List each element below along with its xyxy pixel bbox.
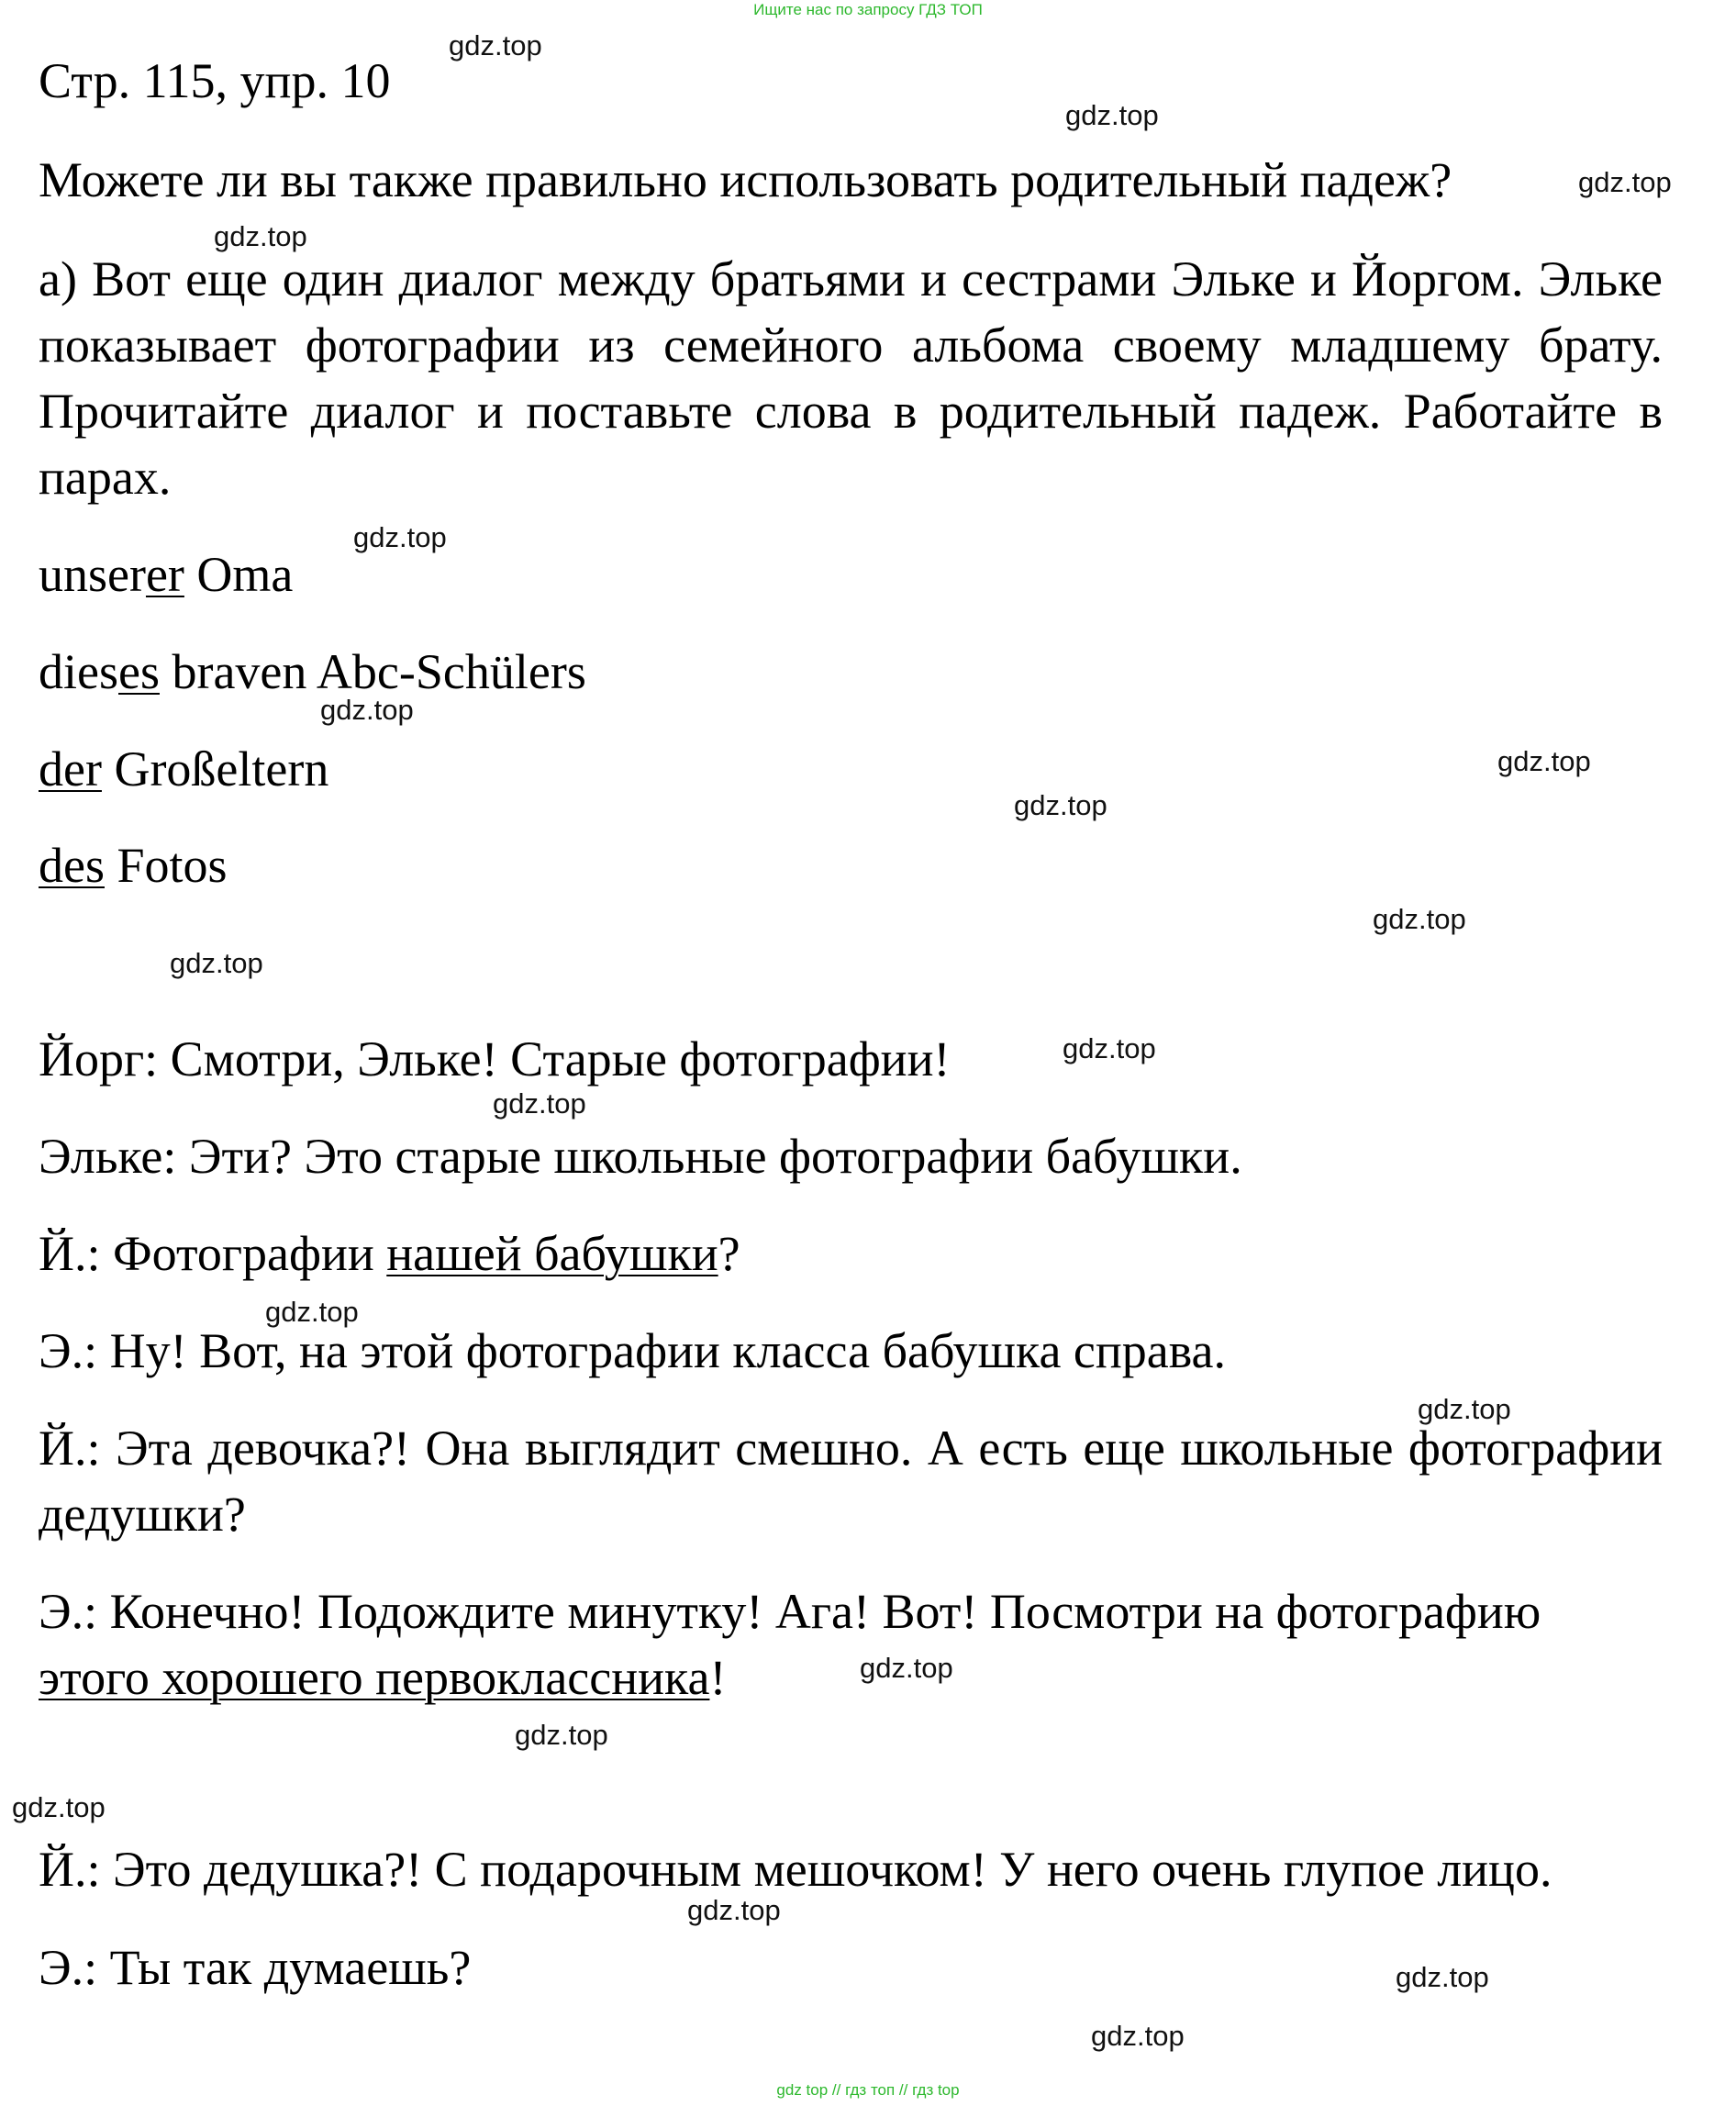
watermark: gdz.top — [12, 1791, 106, 1823]
watermark: gdz.top — [1014, 789, 1107, 821]
dialog-line-5: Й.: Эта девочка?! Она выглядит смешно. А есть еще школьные фотографии дедушки? — [39, 1421, 1663, 1542]
page-title: Стр. 115, упр. 10 — [39, 53, 391, 108]
task-text: а) Вот еще один диалог между братьями и сестрами Эльке и Йоргом. Эльке показывает фотографии из семейного альбома своему младшему брату. Прочитайте диалог и поставьте слова в родительный падеж. Работайте в парах. — [39, 251, 1663, 505]
watermark: gdz.top — [1418, 1393, 1511, 1425]
watermark: gdz.top — [1497, 745, 1591, 777]
watermark: gdz.top — [493, 1087, 586, 1120]
dialog-line-1: Йорг: Смотри, Эльке! Старые фотографии! — [39, 1031, 951, 1086]
dialog-line-2: Эльке: Эти? Это старые школьные фотографии бабушки. — [39, 1129, 1242, 1184]
watermark: gdz.top — [1063, 1032, 1156, 1064]
top-banner: Ищите нас по запросу ГДЗ ТОП — [753, 1, 983, 18]
watermark: gdz.top — [214, 220, 307, 252]
watermark: gdz.top — [1373, 903, 1466, 935]
watermark: gdz.top — [353, 521, 447, 553]
dialog-line-6: Э.: Конечно! Подождите минутку! Ага! Вот! Посмотри на фотографию этого хорошего первоклассника! — [39, 1584, 1541, 1705]
dialog-line-3: Й.: Фотографии нашей бабушки? — [39, 1226, 740, 1281]
watermark: gdz.top — [1396, 1961, 1489, 1993]
watermark: gdz.top — [449, 29, 542, 61]
watermark: gdz.top — [515, 1719, 608, 1751]
watermark: gdz.top — [860, 1652, 953, 1684]
phrase-1: unserer Oma — [39, 547, 294, 602]
dialog-line-7: Й.: Это дедушка?! С подарочным мешочком! У него очень глупое лицо. — [39, 1842, 1552, 1897]
dialog-line-4: Э.: Ну! Вот, на этой фотографии класса бабушка справа. — [39, 1323, 1226, 1378]
watermark: gdz.top — [687, 1894, 781, 1926]
phrase-3: der Großeltern — [39, 741, 329, 797]
phrase-2: dieses braven Abc-Schülers — [39, 644, 586, 699]
watermark: gdz.top — [1091, 2020, 1185, 2052]
watermark: gdz.top — [320, 694, 414, 726]
phrase-4: des Fotos — [39, 838, 228, 893]
footer-watermark: gdz top // гдз топ // гдз top — [776, 2081, 960, 2099]
dialog-line-8: Э.: Ты так думаешь? — [39, 1940, 472, 1995]
watermark: gdz.top — [1578, 166, 1672, 198]
watermark: gdz.top — [1065, 99, 1159, 131]
watermark: gdz.top — [265, 1296, 359, 1328]
question: Можете ли вы также правильно использовать родительный падеж? — [39, 152, 1452, 207]
watermark: gdz.top — [170, 947, 263, 979]
